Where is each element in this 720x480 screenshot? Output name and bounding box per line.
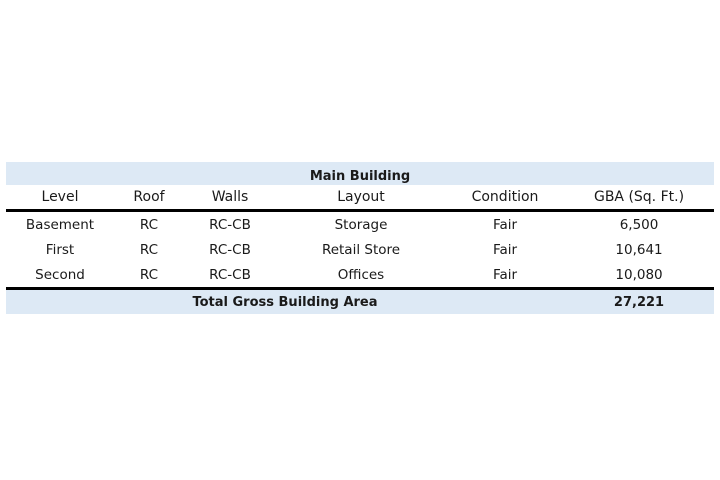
main-building-table-container [6,162,714,314]
total-label: Total Gross Building Area [6,289,564,315]
cell-roof: RC [139,241,159,258]
cell-level: Second [6,262,114,289]
cell-walls: RC-CB [184,262,276,289]
cell-gba: 10,080 [564,262,714,289]
cell-roof: RC [114,262,184,289]
cell-condition: Fair [492,216,518,233]
cell-walls: RC-CB [209,241,251,258]
table-row [6,237,714,262]
table-title: Main Building [6,162,714,185]
cell-gba: 6,500 [619,216,659,233]
main-building-table [6,162,714,314]
table-row [6,262,714,289]
table-header-row [6,185,714,211]
column-header-gba: GBA (Sq. Ft.) [564,185,714,211]
table-total-row [6,289,714,315]
cell-level: Basement [25,216,95,233]
cell-walls: RC-CB [209,216,251,233]
cell-layout: Storage [334,216,388,233]
cell-gba: 10,641 [615,241,663,258]
cell-layout: Offices [276,262,446,289]
column-header-condition: Condition [446,185,564,211]
table-row [6,211,714,238]
cell-condition: Fair [492,241,518,258]
cell-level: First [45,241,75,258]
cell-condition: Fair [446,262,564,289]
total-value: 27,221 [564,289,714,315]
cell-layout: Retail Store [321,241,401,258]
table-title-row [6,162,714,185]
cell-roof: RC [139,216,159,233]
column-header-roof: Roof [114,185,184,211]
column-header-layout: Layout [276,185,446,211]
column-header-level: Level [6,185,114,211]
column-header-walls: Walls [184,185,276,211]
